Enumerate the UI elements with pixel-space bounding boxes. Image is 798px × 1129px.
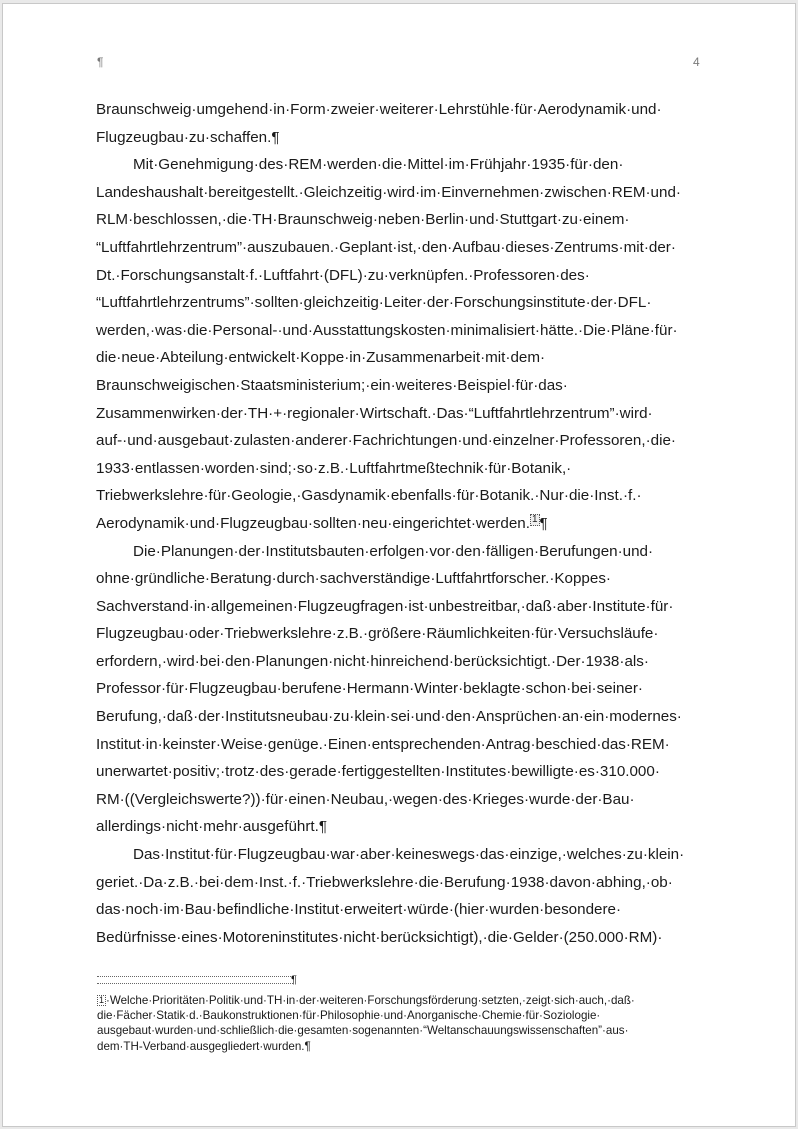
line-text: Dt.·Forschungsanstalt·f.·Luftfahrt·(DFL)·zu·verknüpfen.·Professoren·des· <box>96 266 590 284</box>
footnote-text: die·Fächer·Statik·d.·Baukonstruktionen·für·Philosophie·und·Anorganische·Chemie·für·Soziologie· <box>97 1009 601 1023</box>
text-line <box>96 317 708 345</box>
text-line <box>96 538 708 566</box>
text-line <box>96 813 708 841</box>
line-text: RLM·beschlossen,·die·TH·Braunschweig·neben·Berlin·und·Stuttgart·zu·einem· <box>96 211 630 229</box>
text-line <box>96 510 708 538</box>
text-line <box>96 482 708 510</box>
footnote-separator <box>97 976 293 984</box>
text-line <box>96 96 708 124</box>
text-line <box>96 675 708 703</box>
text-line <box>96 400 708 428</box>
text-line <box>96 234 708 262</box>
text-line <box>96 372 708 400</box>
text-line <box>96 758 708 786</box>
footnote-separator-pilcrow: ¶ <box>291 974 297 986</box>
footnote-reference[interactable]: 1 <box>531 513 538 525</box>
text-line <box>96 179 708 207</box>
line-text: Mit·Genehmigung·des·REM·werden·die·Mittel·im·Frühjahr·1935·für·den· <box>133 156 624 174</box>
line-text: RM·((Vergleichswerte?))·für·einen·Neubau,·wegen·des·Krieges·wurde·der·Bau· <box>96 790 635 808</box>
text-line <box>96 786 708 814</box>
text-line <box>96 841 708 869</box>
footnote-line <box>97 1023 709 1038</box>
header-pilcrow: ¶ <box>97 55 104 69</box>
text-line <box>96 206 708 234</box>
text-line <box>96 262 708 290</box>
line-text: “Luftfahrtlehrzentrum”·auszubauen.·Geplant·ist,·den·Aufbau·dieses·Zentrums·mit·der· <box>96 238 676 256</box>
footnote-line <box>97 1039 709 1054</box>
line-text: das·noch·im·Bau·befindliche·Institut·erweitert·würde·(hier·wurden·besondere· <box>96 901 622 919</box>
footnote-line <box>97 993 709 1008</box>
line-text: Berufung,·daß·der·Institutsneubau·zu·klein·sei·und·den·Ansprüchen·an·ein·modernes· <box>96 708 682 726</box>
line-text: Institut·in·keinster·Weise·genüge.·Einen·entsprechenden·Antrag·beschied·das·REM· <box>96 735 670 753</box>
line-text: allerdings·nicht·mehr·ausgeführt.¶ <box>96 818 328 836</box>
footnote-line <box>97 1008 709 1023</box>
footnote-text: dem·TH-Verband·ausgegliedert·wurden.¶ <box>97 1039 311 1053</box>
footnote[interactable] <box>97 993 709 1054</box>
footnote-text: ausgebaut·wurden·und·schließlich·die·gesamten·sogenannten·“Weltanschauungswissenschaften”·aus· <box>97 1024 629 1038</box>
footnote-text: ·Welche·Prioritäten·Politik·und·TH·in·der·weiteren·Forschungsförderung·setzten,·zeigt·sich·auch,·daß· <box>106 994 635 1007</box>
line-text: Aerodynamik·und·Flugzeugbau·sollten·neu·eingerichtet·werden. <box>96 514 530 532</box>
document-page <box>2 3 796 1127</box>
text-line <box>96 455 708 483</box>
line-text: Flugzeugbau·oder·Triebwerkslehre·z.B.·größere·Räumlichkeiten·für·Versuchsläufe· <box>96 625 659 643</box>
text-line <box>96 703 708 731</box>
text-line <box>96 427 708 455</box>
text-line <box>96 124 708 152</box>
text-line <box>96 593 708 621</box>
text-line <box>96 869 708 897</box>
text-line <box>96 731 708 759</box>
line-text: 1933·entlassen·worden·sind;·so·z.B.·Luftfahrtmeßtechnik·für·Botanik,· <box>96 459 572 477</box>
line-text: ohne·gründliche·Beratung·durch·sachverständige·Luftfahrtforscher.·Koppes· <box>96 570 611 588</box>
text-line <box>96 289 708 317</box>
text-line <box>96 151 708 179</box>
body-text[interactable] <box>96 96 708 951</box>
line-text: Sachverstand·in·allgemeinen·Flugzeugfragen·ist·unbestreitbar,·daß·aber·Institute·für· <box>96 597 674 615</box>
line-text: Flugzeugbau·zu·schaffen.¶ <box>96 128 280 146</box>
line-text: Professor·für·Flugzeugbau·berufene·Hermann·Winter·beklagte·schon·bei·seiner· <box>96 680 643 698</box>
line-text: geriet.·Da·z.B.·bei·dem·Inst.·f.·Triebwerkslehre·die·Berufung·1938·davon·abhing,·ob· <box>96 873 673 891</box>
line-text: Die·Planungen·der·Institutsbauten·erfolgen·vor·den·fälligen·Berufungen·und· <box>133 542 654 560</box>
line-text: “Luftfahrtlehrzentrums”·sollten·gleichzeitig·Leiter·der·Forschungsinstitute·der·DFL· <box>96 294 652 312</box>
line-text: Braunschweig·umgehend·in·Form·zweier·weiterer·Lehrstühle·für·Aerodynamik·und· <box>96 101 662 118</box>
line-text: die·neue·Abteilung·entwickelt·Koppe·in·Zusammenarbeit·mit·dem· <box>96 349 546 367</box>
page-number: 4 <box>693 55 700 69</box>
line-text: auf-·und·ausgebaut·zulasten·anderer·Fachrichtungen·und·einzelner·Professoren,·die· <box>96 432 676 450</box>
line-text: Landeshaushalt·bereitgestellt.·Gleichzeitig·wird·im·Einvernehmen·zwischen·REM·und· <box>96 183 681 201</box>
line-text: Triebwerkslehre·für·Geologie,·Gasdynamik·ebenfalls·für·Botanik.·Nur·die·Inst.·f.· <box>96 487 642 505</box>
paragraph-mark: ¶ <box>539 514 548 532</box>
line-text: Braunschweigischen·Staatsministerium;·ein·weiteres·Beispiel·für·das· <box>96 376 568 394</box>
line-text: unerwartet·positiv;·trotz·des·gerade·fertiggestellten·Institutes·bewilligte·es·310.000· <box>96 763 660 781</box>
line-text: Zusammenwirken·der·TH·+·regionaler·Wirtschaft.·Das·“Luftfahrtlehrzentrum”·wird· <box>96 404 653 422</box>
line-text: Das·Institut·für·Flugzeugbau·war·aber·keineswegs·das·einzige,·welches·zu·klein· <box>133 846 685 864</box>
text-line <box>96 648 708 676</box>
text-line <box>96 565 708 593</box>
text-line <box>96 620 708 648</box>
text-line <box>96 896 708 924</box>
text-line <box>96 344 708 372</box>
line-text: Bedürfnisse·eines·Motoreninstitutes·nicht·berücksichtigt),·die·Gelder·(250.000·RM)· <box>96 928 663 946</box>
line-text: werden,·was·die·Personal-·und·Ausstattungskosten·minimalisiert·hätte.·Die·Pläne·für· <box>96 321 678 339</box>
footnote-marker: 1 <box>99 995 105 1005</box>
line-text: erfordern,·wird·bei·den·Planungen·nicht·hinreichend·berücksichtigt.·Der·1938·als· <box>96 652 649 670</box>
text-line <box>96 924 708 952</box>
